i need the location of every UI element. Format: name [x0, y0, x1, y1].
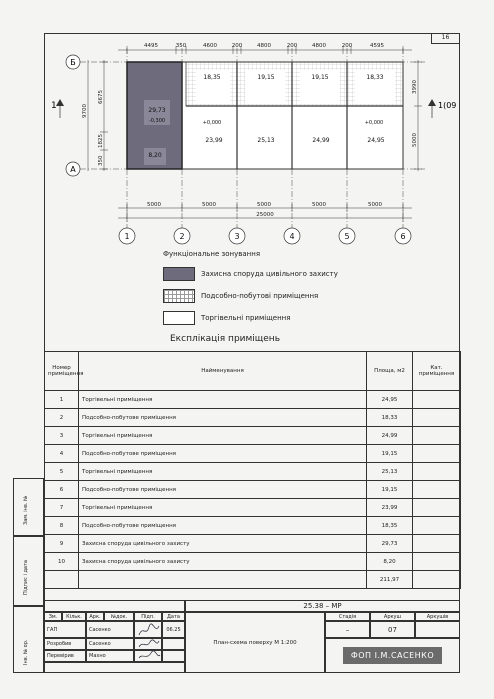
axis-2-label: 2	[179, 232, 185, 241]
explication-title: Експлікація приміщень	[170, 334, 280, 344]
dim-left-1: 6675	[98, 90, 104, 104]
dim-top-6: 200	[286, 43, 298, 49]
dim-top-8: 200	[341, 43, 353, 49]
room-area-5: 25,13	[257, 137, 275, 144]
axis-b-label: Б	[70, 58, 76, 67]
signature-scribble-icon	[137, 651, 161, 661]
room-area-2: 18,33	[366, 74, 384, 81]
sheet-label: Аркуш	[370, 612, 415, 621]
tb-name-1: Сасенко	[86, 621, 134, 638]
room-level-1: +0,000	[364, 120, 384, 126]
tb-name-2: Сасенко	[86, 638, 134, 650]
row-cat	[413, 409, 461, 427]
dim-top-3: 4600	[203, 43, 217, 49]
legend-swatch-shelter	[163, 267, 195, 281]
explication-table	[44, 351, 461, 589]
tb-header-qty: Кільк.	[62, 612, 86, 621]
table-row	[45, 445, 461, 463]
table-header-row	[45, 352, 461, 391]
signature-scribble-icon	[137, 623, 161, 637]
row-cat	[413, 463, 461, 481]
signature-1	[134, 621, 162, 638]
row-num: 5	[45, 463, 79, 481]
row-name: Торгівельні приміщення	[79, 499, 367, 517]
tb-role-2: Розробив	[44, 638, 86, 650]
dim-top-7: 4800	[312, 43, 326, 49]
row-num: 2	[45, 409, 79, 427]
legend-label-shelter: Захисна споруда цивільного захисту	[201, 269, 338, 278]
row-num: 7	[45, 499, 79, 517]
table-row	[45, 535, 461, 553]
legend-label-utility: Подсобно-побутові приміщення	[201, 291, 319, 300]
row-cat	[413, 553, 461, 571]
axis-4-label: 4	[289, 232, 295, 241]
drawing-code: 25.38 – МР	[185, 600, 460, 612]
tb-header-sheet: Арк.	[86, 612, 104, 621]
dim-right-1: 3990	[412, 80, 418, 94]
svg-text:1: 1	[51, 101, 57, 111]
legend-title: Функціональне зонування	[163, 250, 261, 258]
row-name: Торгівельні приміщення	[79, 391, 367, 409]
table-row	[45, 499, 461, 517]
row-cat	[413, 427, 461, 445]
row-area: 25,13	[367, 463, 413, 481]
tb-header-change: Зм.	[44, 612, 62, 621]
row-name: Захисна споруда цивільного захисту	[79, 535, 367, 553]
row-cat	[413, 517, 461, 535]
axis-5-label: 5	[344, 232, 350, 241]
tb-header-date: Дата	[162, 612, 185, 621]
row-area: 23,99	[367, 499, 413, 517]
row-name: Подсобно-побутове приміщення	[79, 445, 367, 463]
room-area-shelter-small: 8,20	[148, 152, 162, 159]
row-cat	[413, 535, 461, 553]
dim-top-2: 350	[175, 43, 187, 49]
signature-3	[134, 650, 162, 662]
row-name: Подсобно-побутове приміщення	[79, 481, 367, 499]
signature-2	[134, 638, 162, 650]
table-row	[45, 391, 461, 409]
room-area-3: 24,99	[312, 137, 330, 144]
dim-bottom-1: 5000	[147, 202, 161, 208]
legend-item-shelter	[163, 266, 338, 281]
row-area: 19,15	[367, 445, 413, 463]
total-area: 211,97	[367, 571, 413, 589]
table-row	[45, 463, 461, 481]
row-area: 24,95	[367, 391, 413, 409]
sheets-label: Аркушів	[415, 612, 460, 621]
tb-role-1: ГАП	[44, 621, 86, 638]
row-name: Захисна споруда цивільного захисту	[79, 553, 367, 571]
dim-top-4: 200	[231, 43, 243, 49]
row-cat	[413, 481, 461, 499]
row-name: Подсобно-побутове приміщення	[79, 517, 367, 535]
section-mark-left	[51, 99, 64, 118]
row-area: 24,99	[367, 427, 413, 445]
header-number: Номер приміщення	[45, 352, 79, 391]
axis-bubble-b	[66, 55, 80, 69]
room-level-shelter: -0,300	[148, 118, 166, 124]
signature-scribble-icon	[137, 639, 161, 649]
row-cat	[413, 391, 461, 409]
org-logo: ФОП І.М.САСЕНКО	[343, 647, 442, 664]
row-num: 9	[45, 535, 79, 553]
dim-bottom-3: 5000	[257, 202, 271, 208]
legend-label-retail: Торгівельні приміщення	[201, 313, 291, 322]
dim-left-2: 1825	[98, 134, 104, 148]
row-area: 18,33	[367, 409, 413, 427]
row-num: 3	[45, 427, 79, 445]
sheet-value: 07	[370, 621, 415, 638]
dim-left-3: 350	[98, 155, 104, 166]
tb-name-3: Махно	[86, 650, 134, 662]
room-area-6: 19,15	[257, 74, 275, 81]
stage-value: –	[325, 621, 370, 638]
legend-swatch-utility	[163, 289, 195, 303]
table-total-row	[45, 571, 461, 589]
org-stamp	[325, 638, 460, 673]
dim-bottom-2: 5000	[202, 202, 216, 208]
axis-bubble-a	[66, 162, 80, 176]
title-block	[44, 600, 460, 673]
dim-bottom-4: 5000	[312, 202, 326, 208]
side-stamp-inventory: Інв. № ор.	[13, 606, 44, 673]
side-stamp-replace: Зам. інв. №	[13, 478, 44, 536]
axis-a-label: А	[70, 165, 76, 174]
axis-1-label: 1	[124, 232, 130, 241]
room-area-shelter-large: 29,73	[148, 107, 166, 114]
room-area-1: 24,95	[367, 137, 385, 144]
section-mark-right	[428, 99, 456, 118]
room-level-7: +0,000	[202, 120, 222, 126]
room-area-4: 19,15	[311, 74, 329, 81]
row-area: 29,73	[367, 535, 413, 553]
dim-right-2: 5000	[412, 133, 418, 147]
tb-header-doc: №док.	[104, 612, 134, 621]
dim-bottom-total: 25000	[256, 212, 274, 218]
row-cat	[413, 499, 461, 517]
tb-header-sign: Підп.	[134, 612, 162, 621]
row-num: 4	[45, 445, 79, 463]
side-stamp-signature: Підпис і дата	[13, 536, 44, 606]
legend-item-retail	[163, 310, 290, 325]
row-area: 19,15	[367, 481, 413, 499]
dim-top-5: 4800	[257, 43, 271, 49]
row-area: 8,20	[367, 553, 413, 571]
legend-item-utility	[163, 288, 318, 303]
legend-swatch-retail	[163, 311, 195, 325]
row-name: Торгівельні приміщення	[79, 427, 367, 445]
table-row	[45, 517, 461, 535]
row-num: 10	[45, 553, 79, 571]
room-area-7: 23,99	[205, 137, 223, 144]
row-num: 8	[45, 517, 79, 535]
row-cat	[413, 445, 461, 463]
header-category: Кат. приміщення	[413, 352, 461, 391]
axis-6-label: 6	[400, 232, 406, 241]
table-row	[45, 481, 461, 499]
row-name: Подсобно-побутове приміщення	[79, 409, 367, 427]
table-row	[45, 409, 461, 427]
floor-plan	[0, 0, 494, 250]
row-num: 1	[45, 391, 79, 409]
row-num: 6	[45, 481, 79, 499]
tb-role-3: Перевірив	[44, 650, 86, 662]
dim-top-1: 4495	[144, 43, 158, 49]
svg-text:1(09: 1(09	[438, 101, 457, 110]
header-area: Площа, м2	[367, 352, 413, 391]
dim-left-total: 9700	[82, 104, 88, 118]
tb-date-1: 06.25	[162, 621, 185, 638]
header-name: Найменування	[79, 352, 367, 391]
page-number: 16	[431, 33, 460, 44]
dim-top-9: 4595	[370, 43, 384, 49]
table-row	[45, 427, 461, 445]
row-name: Торгівельні приміщення	[79, 463, 367, 481]
stage-label: Стадія	[325, 612, 370, 621]
drawing-name: План-схема поверху М 1:200	[185, 612, 325, 673]
table-row	[45, 553, 461, 571]
axis-3-label: 3	[234, 232, 240, 241]
sheets-value	[415, 621, 460, 638]
room-area-8: 18,35	[203, 74, 221, 81]
row-area: 18,35	[367, 517, 413, 535]
dim-bottom-5: 5000	[368, 202, 382, 208]
